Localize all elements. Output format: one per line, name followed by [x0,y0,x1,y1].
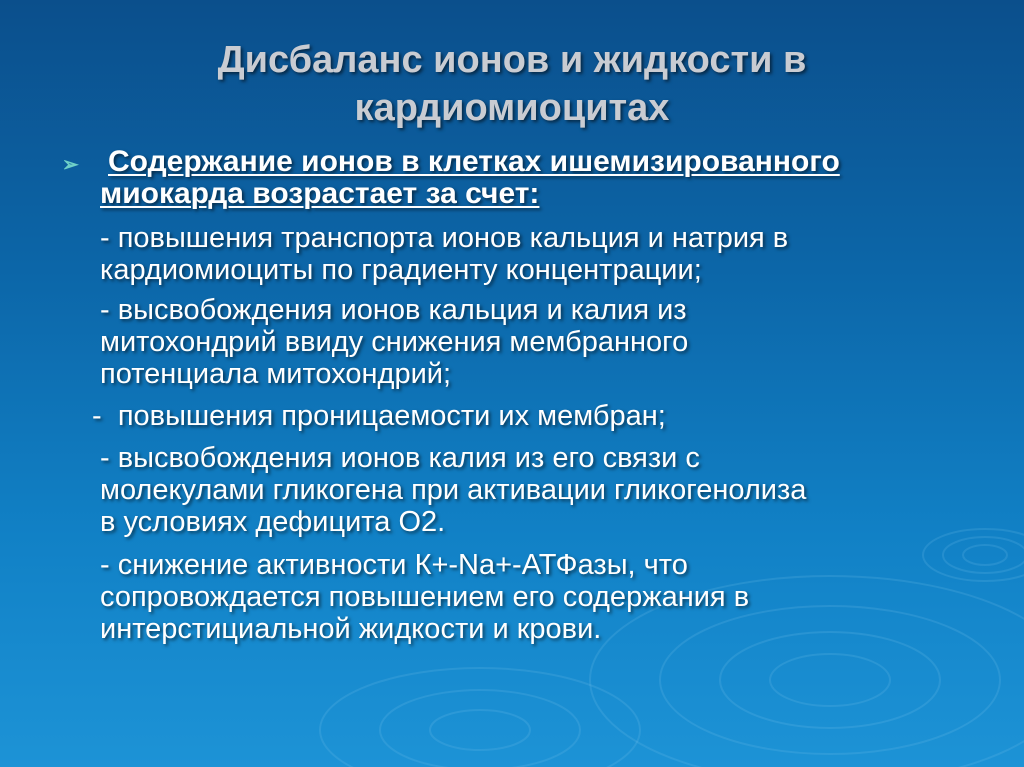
list-item-line: - высвобождения ионов калия из его связи с [100,442,700,474]
heading-line: Содержание ионов в клетках ишемизированного [108,145,840,178]
title-line: Дисбаланс ионов и жидкости в [217,39,807,81]
title-line: кардиомиоцитах [354,87,670,129]
list-item-line: кардиомиоциты по градиенту концентрации; [100,254,702,286]
list-item-line: - повышения транспорта ионов кальция и натрия в [100,222,789,254]
bullet-heading [100,146,980,210]
list-item-line: - снижение активности К+-Na+-АТФазы, что [100,549,688,581]
list-item-line: - повышения проницаемости их мембран; [84,400,666,432]
list-item-line: потенциала митохондрий; [100,358,452,390]
list-item-line: - высвобождения ионов кальция и калия из [100,294,687,326]
list-item-line: митохондрий ввиду снижения мембранного [100,326,689,358]
list-item [100,549,1000,645]
list-item [100,222,1000,286]
slide-title [0,36,1024,132]
list-item [100,294,1000,390]
list-item-line: молекулами гликогена при активации гликогенолиза [100,474,807,506]
list-item-line: в условиях дефицита О2. [100,506,446,538]
list-item-line: сопровождается повышением его содержания в [100,581,750,613]
chevron-right-icon: ➢ [62,154,79,176]
list-item-line: интерстициальной жидкости и крови. [100,613,602,645]
list-item [84,400,984,432]
list-item [100,442,1000,538]
heading-line: миокарда возрастает за счет: [100,177,540,210]
